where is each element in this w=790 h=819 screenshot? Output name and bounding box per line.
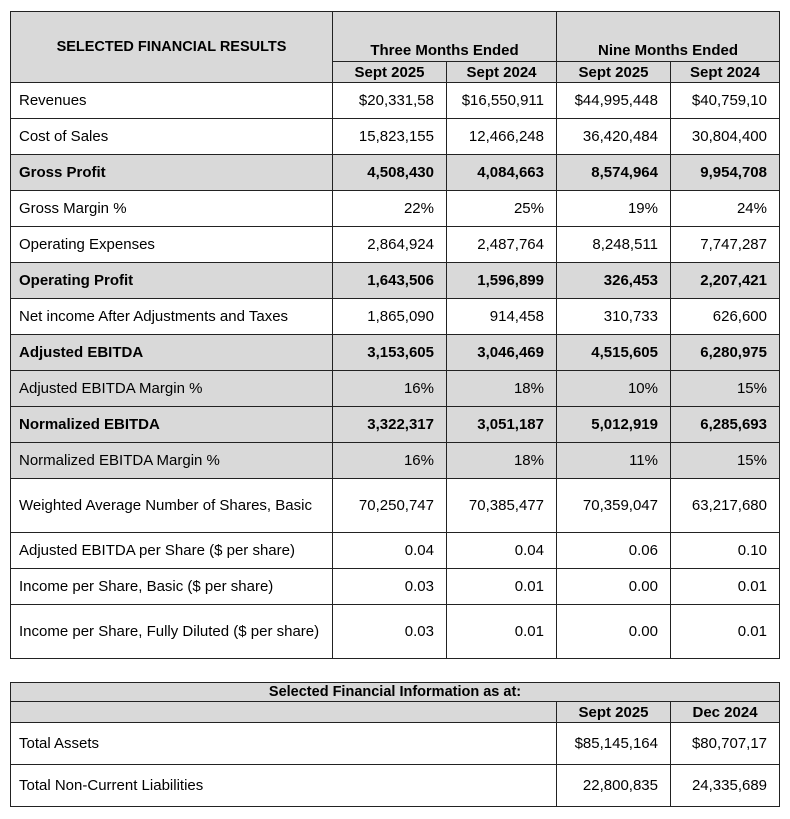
- value-cell: 22%: [333, 191, 447, 227]
- row-label: Normalized EBITDA Margin %: [11, 443, 333, 479]
- value-cell: 0.10: [671, 533, 780, 569]
- value-cell: $16,550,911: [447, 83, 557, 119]
- table-row: [11, 299, 780, 335]
- value-cell: 15,823,155: [333, 119, 447, 155]
- column-header: Dec 2024: [671, 702, 780, 723]
- value-cell: 3,051,187: [447, 407, 557, 443]
- row-label: Adjusted EBITDA: [11, 335, 333, 371]
- table-row: [11, 263, 780, 299]
- table-row: [11, 479, 780, 533]
- value-cell: 8,574,964: [557, 155, 671, 191]
- value-cell: 12,466,248: [447, 119, 557, 155]
- table-row: [11, 155, 780, 191]
- table-row: [11, 723, 780, 765]
- value-cell: 24,335,689: [671, 765, 780, 807]
- value-cell: 18%: [447, 371, 557, 407]
- value-cell: 18%: [447, 443, 557, 479]
- value-cell: 0.03: [333, 605, 447, 659]
- value-cell: 2,864,924: [333, 227, 447, 263]
- row-label: Total Assets: [11, 723, 557, 765]
- row-label: Weighted Average Number of Shares, Basic: [11, 479, 333, 533]
- value-cell: 0.01: [447, 569, 557, 605]
- value-cell: 24%: [671, 191, 780, 227]
- blank-header-cell: [11, 702, 557, 723]
- value-cell: $85,145,164: [557, 723, 671, 765]
- table-row: [11, 569, 780, 605]
- value-cell: 3,322,317: [333, 407, 447, 443]
- value-cell: 10%: [557, 371, 671, 407]
- value-cell: 63,217,680: [671, 479, 780, 533]
- value-cell: 30,804,400: [671, 119, 780, 155]
- table-row: [11, 83, 780, 119]
- column-header: Sept 2025: [557, 702, 671, 723]
- value-cell: 15%: [671, 443, 780, 479]
- value-cell: 0.01: [671, 605, 780, 659]
- value-cell: 9,954,708: [671, 155, 780, 191]
- value-cell: 326,453: [557, 263, 671, 299]
- value-cell: 70,385,477: [447, 479, 557, 533]
- value-cell: 11%: [557, 443, 671, 479]
- table-row: [11, 605, 780, 659]
- value-cell: 16%: [333, 371, 447, 407]
- value-cell: 8,248,511: [557, 227, 671, 263]
- value-cell: 2,487,764: [447, 227, 557, 263]
- value-cell: 0.00: [557, 605, 671, 659]
- table-row: [11, 371, 780, 407]
- nine-months-header: Nine Months Ended: [557, 12, 780, 62]
- value-cell: 310,733: [557, 299, 671, 335]
- value-cell: $40,759,10: [671, 83, 780, 119]
- row-label: Cost of Sales: [11, 119, 333, 155]
- column-header: Sept 2025: [557, 62, 671, 83]
- value-cell: 16%: [333, 443, 447, 479]
- value-cell: 0.00: [557, 569, 671, 605]
- value-cell: 0.01: [447, 605, 557, 659]
- value-cell: 5,012,919: [557, 407, 671, 443]
- value-cell: 70,250,747: [333, 479, 447, 533]
- row-label: Normalized EBITDA: [11, 407, 333, 443]
- row-label: Gross Profit: [11, 155, 333, 191]
- row-label: Operating Profit: [11, 263, 333, 299]
- value-cell: 0.03: [333, 569, 447, 605]
- value-cell: 3,153,605: [333, 335, 447, 371]
- financial-information-table: [10, 682, 780, 807]
- value-cell: 1,643,506: [333, 263, 447, 299]
- value-cell: 0.04: [447, 533, 557, 569]
- value-cell: 70,359,047: [557, 479, 671, 533]
- row-label: Operating Expenses: [11, 227, 333, 263]
- financial-results-table: [10, 11, 780, 659]
- row-label: Total Non-Current Liabilities: [11, 765, 557, 807]
- value-cell: $44,995,448: [557, 83, 671, 119]
- table-row: [11, 407, 780, 443]
- value-cell: 0.06: [557, 533, 671, 569]
- value-cell: $80,707,17: [671, 723, 780, 765]
- value-cell: 6,280,975: [671, 335, 780, 371]
- table-row: [11, 335, 780, 371]
- value-cell: 36,420,484: [557, 119, 671, 155]
- row-label: Adjusted EBITDA Margin %: [11, 371, 333, 407]
- table-row: [11, 227, 780, 263]
- value-cell: 1,865,090: [333, 299, 447, 335]
- table-row: [11, 533, 780, 569]
- value-cell: 19%: [557, 191, 671, 227]
- three-months-header: Three Months Ended: [333, 12, 557, 62]
- row-label: Gross Margin %: [11, 191, 333, 227]
- value-cell: 4,508,430: [333, 155, 447, 191]
- value-cell: 1,596,899: [447, 263, 557, 299]
- value-cell: 15%: [671, 371, 780, 407]
- value-cell: 3,046,469: [447, 335, 557, 371]
- column-header: Sept 2024: [671, 62, 780, 83]
- value-cell: 22,800,835: [557, 765, 671, 807]
- row-label: Adjusted EBITDA per Share ($ per share): [11, 533, 333, 569]
- value-cell: 4,515,605: [557, 335, 671, 371]
- row-label: Net income After Adjustments and Taxes: [11, 299, 333, 335]
- column-header: Sept 2025: [333, 62, 447, 83]
- value-cell: 2,207,421: [671, 263, 780, 299]
- table-row: [11, 191, 780, 227]
- value-cell: 25%: [447, 191, 557, 227]
- value-cell: 6,285,693: [671, 407, 780, 443]
- table-row: [11, 119, 780, 155]
- value-cell: $20,331,58: [333, 83, 447, 119]
- value-cell: 914,458: [447, 299, 557, 335]
- value-cell: 4,084,663: [447, 155, 557, 191]
- value-cell: 0.01: [671, 569, 780, 605]
- table-row: [11, 443, 780, 479]
- column-header: Sept 2024: [447, 62, 557, 83]
- information-title: Selected Financial Information as at:: [11, 683, 780, 702]
- value-cell: 626,600: [671, 299, 780, 335]
- results-title: SELECTED FINANCIAL RESULTS: [11, 12, 333, 83]
- value-cell: 0.04: [333, 533, 447, 569]
- row-label: Revenues: [11, 83, 333, 119]
- table-row: [11, 765, 780, 807]
- row-label: Income per Share, Basic ($ per share): [11, 569, 333, 605]
- value-cell: 7,747,287: [671, 227, 780, 263]
- row-label: Income per Share, Fully Diluted ($ per share): [11, 605, 333, 659]
